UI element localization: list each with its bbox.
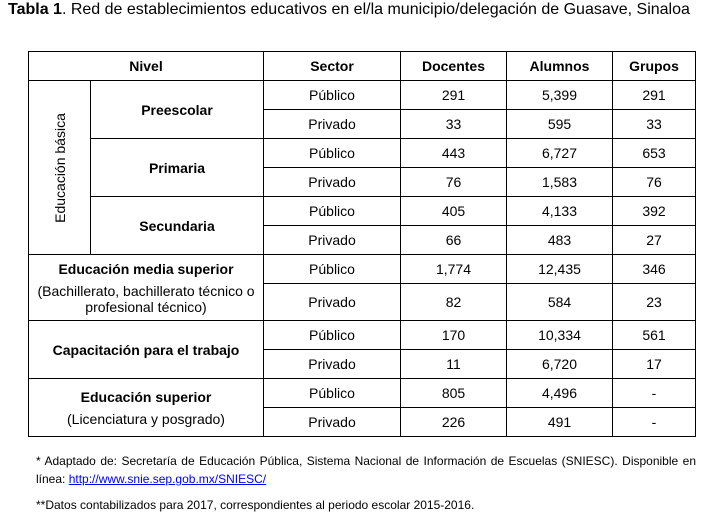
cell-grupos: 76 xyxy=(613,168,696,197)
cell-docentes: 170 xyxy=(401,321,507,350)
level-media-superior-title: Educación media superior xyxy=(58,260,234,277)
cell-sector: Privado xyxy=(264,350,401,379)
level-media-superior-note: (Bachillerato, bachillerato técnico o profesional técnico) xyxy=(37,282,255,315)
level-primaria: Primaria xyxy=(91,139,264,197)
cell-alumnos: 483 xyxy=(507,226,613,255)
cell-grupos: 561 xyxy=(613,321,696,350)
cell-sector: Público xyxy=(264,321,401,350)
table-row xyxy=(29,321,696,350)
header-sector: Sector xyxy=(264,52,401,81)
level-superior xyxy=(29,379,264,437)
cell-sector: Privado xyxy=(264,226,401,255)
cell-sector: Privado xyxy=(264,110,401,139)
cell-docentes: 82 xyxy=(401,284,507,321)
source-footnote xyxy=(36,452,696,488)
cell-alumnos: 12,435 xyxy=(507,255,613,284)
table-caption xyxy=(8,0,708,20)
level-capacitacion: Capacitación para el trabajo xyxy=(29,321,264,379)
cell-grupos: 23 xyxy=(613,284,696,321)
cell-alumnos: 10,334 xyxy=(507,321,613,350)
level-secundaria: Secundaria xyxy=(91,197,264,255)
cell-sector: Privado xyxy=(264,408,401,437)
cell-sector: Público xyxy=(264,379,401,408)
cell-grupos: 27 xyxy=(613,226,696,255)
data-footnote: **Datos contabilizados para 2017, correspondientes al periodo escolar 2015-2016. xyxy=(36,498,475,512)
group-educacion-basica-label: Educación básica xyxy=(51,112,68,223)
cell-docentes: 291 xyxy=(401,81,507,110)
cell-alumnos: 4,496 xyxy=(507,379,613,408)
header-alumnos: Alumnos xyxy=(507,52,613,81)
cell-alumnos: 1,583 xyxy=(507,168,613,197)
cell-grupos: 392 xyxy=(613,197,696,226)
cell-sector: Público xyxy=(264,197,401,226)
cell-sector: Público xyxy=(264,255,401,284)
caption-label: Tabla 1 xyxy=(8,1,62,18)
header-nivel: Nivel xyxy=(29,52,264,81)
level-superior-title: Educación superior xyxy=(80,388,212,405)
cell-grupos: 346 xyxy=(613,255,696,284)
table-row xyxy=(29,379,696,408)
education-table xyxy=(28,51,696,437)
table-row xyxy=(29,197,696,226)
cell-grupos: 291 xyxy=(613,81,696,110)
cell-docentes: 33 xyxy=(401,110,507,139)
cell-grupos: 653 xyxy=(613,139,696,168)
header-grupos: Grupos xyxy=(613,52,696,81)
group-educacion-basica xyxy=(29,81,91,255)
cell-alumnos: 6,727 xyxy=(507,139,613,168)
cell-docentes: 1,774 xyxy=(401,255,507,284)
cell-docentes: 805 xyxy=(401,379,507,408)
cell-docentes: 405 xyxy=(401,197,507,226)
cell-docentes: 66 xyxy=(401,226,507,255)
cell-grupos: 33 xyxy=(613,110,696,139)
cell-sector: Privado xyxy=(264,284,401,321)
level-superior-note: (Licenciatura y posgrado) xyxy=(67,410,225,427)
header-docentes: Docentes xyxy=(401,52,507,81)
cell-sector: Privado xyxy=(264,168,401,197)
caption-text: . Red de establecimientos educativos en el/la municipio/delegación de Guasave, Sinaloa xyxy=(61,1,690,18)
cell-alumnos: 584 xyxy=(507,284,613,321)
table-row xyxy=(29,139,696,168)
cell-grupos: - xyxy=(613,379,696,408)
cell-sector: Público xyxy=(264,139,401,168)
cell-docentes: 76 xyxy=(401,168,507,197)
table-row xyxy=(29,255,696,284)
cell-docentes: 226 xyxy=(401,408,507,437)
level-media-superior xyxy=(29,255,264,321)
cell-sector: Público xyxy=(264,81,401,110)
cell-grupos: 17 xyxy=(613,350,696,379)
cell-grupos: - xyxy=(613,408,696,437)
header-row xyxy=(29,52,696,81)
source-footnote-text: * Adaptado de: Secretaría de Educación Pública, Sistema Nacional de Información de Escuelas (SNIESC). Disponible en línea: xyxy=(36,454,696,486)
source-link[interactable]: http://www.snie.sep.gob.mx/SNIESC/ xyxy=(68,472,267,486)
cell-alumnos: 595 xyxy=(507,110,613,139)
cell-docentes: 443 xyxy=(401,139,507,168)
cell-alumnos: 4,133 xyxy=(507,197,613,226)
level-preescolar: Preescolar xyxy=(91,81,264,139)
cell-alumnos: 6,720 xyxy=(507,350,613,379)
cell-alumnos: 491 xyxy=(507,408,613,437)
cell-docentes: 11 xyxy=(401,350,507,379)
cell-alumnos: 5,399 xyxy=(507,81,613,110)
table-row xyxy=(29,81,696,110)
